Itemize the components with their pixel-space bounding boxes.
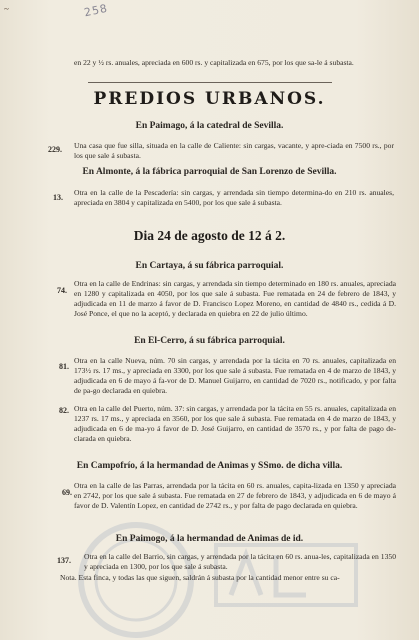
item-number: 74. xyxy=(57,286,67,295)
item-number: 229. xyxy=(48,145,62,154)
ink-mark: ~ xyxy=(4,4,9,14)
section-heading: En Almonte, á la fábrica parroquial de San Lorenzo de Sevilla. xyxy=(82,167,337,177)
item-text: Otra en la calle de Endrinas: sin cargas, y arrendada sin tiempo determinado en 180 rs. anuales, apreciada en 1280 y capitalizada en 4050, por los que sale á subasta. Fue rematada en 24 de febrero de 1843, y adjudicada en 11 de marzo á favor de D. Francisco Lopez Moreno, en cantidad de 4840 rs., cedida á D. José Ponce, el que no la aceptó, y declarada en quiebra en 22 de julio último. xyxy=(74,279,396,318)
item-text: Otra en la calle de la Pescadería: sin cargas, y arrendada sin tiempo determina-do en 210 rs. anuales, apreciada en 3804 y capitalizada en 5400, por los que sale á subasta. xyxy=(74,188,394,207)
date-title: Dia 24 de agosto de 12 á 2. xyxy=(133,228,286,243)
section-heading: En El-Cerro, á su fábrica parroquial. xyxy=(134,336,285,346)
section-heading: En Campofrío, á la hermandad de Animas y SSmo. de dicha villa. xyxy=(76,461,343,471)
intro-paragraph: en 22 y ½ rs. anuales, apreciada en 600 rs. y capitalizada en 675, por los que sa-le á subasta. xyxy=(74,58,354,67)
note-text: Nota. Esta finca, y todas las que siguen, saldrán á subasta por la cantidad menor entre su ca- xyxy=(60,573,340,582)
item-number: 82. xyxy=(59,406,69,415)
item-text: Otra en la calle Nueva, núm. 70 sin cargas, y arrendada por la tácita en 70 rs. anuales, capitalizada en 173½ rs. 17 ms., y apreciada en 3300, por los que sale á subasta. Fue rematada en 4 de marzo de 1843, y adjudicada en 6 de mayo á fa-vor de D. Manuel Guijarro, en cantidad de 7020 rs., notificado, y por falta de pa-go declarada en quiebra. xyxy=(74,356,396,395)
item-text: Otra en la calle del Barrio, sin cargas, y arrendada por la tácita en 60 rs. anua-les, capitalizada en 1350 y apreciada en 1300, por los que sale á subasta. xyxy=(84,552,396,571)
main-title: PREDIOS URBANOS. xyxy=(93,89,326,109)
item-text: Una casa que fue silla, situada en la calle de Caliente: sin cargas, vacante, y apre-ciada en 7500 rs., por los que sale á subasta. xyxy=(74,141,394,160)
section-heading: En Paimago, á la catedral de Sevilla. xyxy=(135,121,284,131)
item-number: 69. xyxy=(62,488,72,497)
divider xyxy=(88,82,332,83)
item-number: 81. xyxy=(59,362,69,371)
pencil-annotation: 258 xyxy=(82,1,110,20)
item-text: Otra en la calle del Puerto, núm. 37: sin cargas, y arrendada por la tácita en 55 rs. anuales, capitalizada en 1237 rs. 17 ms., y apreciada en 3560, por los que sale á subasta. Fue rematada en 4 de marzo de 1843, y adjudicada en 6 de ma-yo á favor de D. José Guijarro, en cantidad de 3570 rs., y por falta de pago de-clarada en quiebra. xyxy=(74,404,396,443)
section-heading: En Cartaya, á su fábrica parroquial. xyxy=(135,261,284,271)
section-heading: En Paimogo, á la hermandad de Animas de id. xyxy=(115,534,304,544)
item-number: 137. xyxy=(57,556,71,565)
item-text: Otra en la calle de las Parras, arrendada por la tácita en 60 rs. anuales, capita-lizada en 1350 y apreciada en 2742, por los que sale á subasta. Fue rematada en 27 de febrero de 1843, y adjudicada en 6 de mayo á favor de D. Valentín Lopez, en cantidad de 2742 rs., y por falta de pago declarada en quiebra. xyxy=(74,481,396,510)
item-number: 13. xyxy=(53,193,63,202)
